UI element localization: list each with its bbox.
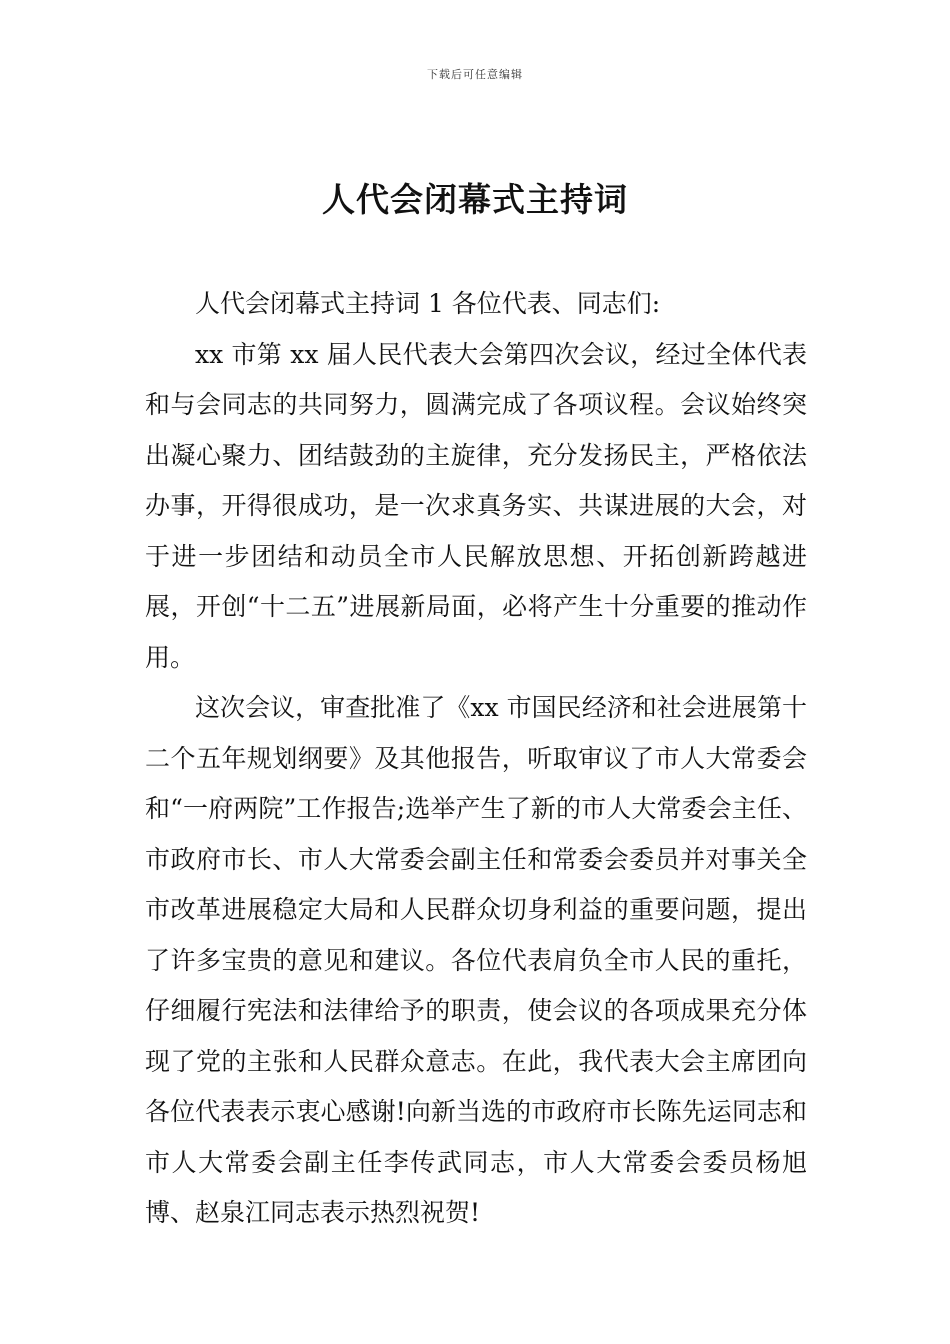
header-note: 下载后可任意编辑 — [427, 68, 523, 81]
paragraph-greeting: 人代会闭幕式主持词 1 各位代表、同志们: — [195, 289, 661, 318]
paragraph-meeting-summary: xx 市第 xx 届人民代表大会第四次会议，经过全体代表和与会同志的共同努力，圆满完成了各项议程。会议始终突出凝心聚力、团结鼓劲的主旋律，充分发扬民主，严格依法办事，开得很成功，是一次求真务实、共谋进展的大会，对于进一步团结和动员全市人民解放思想、开拓创新跨越进展，开创“十二五”进展新局面，必将产生十分重要的推动作用。 — [145, 339, 807, 672]
document-title: 人代会闭幕式主持词 — [322, 180, 628, 219]
document-body — [145, 279, 807, 1239]
paragraph-meeting-results: 这次会议，审查批准了《xx 市国民经济和社会进展第十二个五年规划纲要》及其他报告，听取审议了市人大常委会和“一府两院”工作报告;选举产生了新的市人大常委会主任、市政府市长、市人大常委会副主任和常委会委员并对事关全市改革进展稳定大局和人民群众切身利益的重要问题，提出了许多宝贵的意见和建议。各位代表肩负全市人民的重托，仔细履行宪法和法律给予的职责，使会议的各项成果充分体现了党的主张和人民群众意志。在此，我代表大会主席团向各位代表表示衷心感谢!向新当选的市政府市长陈先运同志和市人大常委会副主任李传武同志，市人大常委会委员杨旭博、赵泉江同志表示热烈祝贺! — [145, 693, 807, 1227]
